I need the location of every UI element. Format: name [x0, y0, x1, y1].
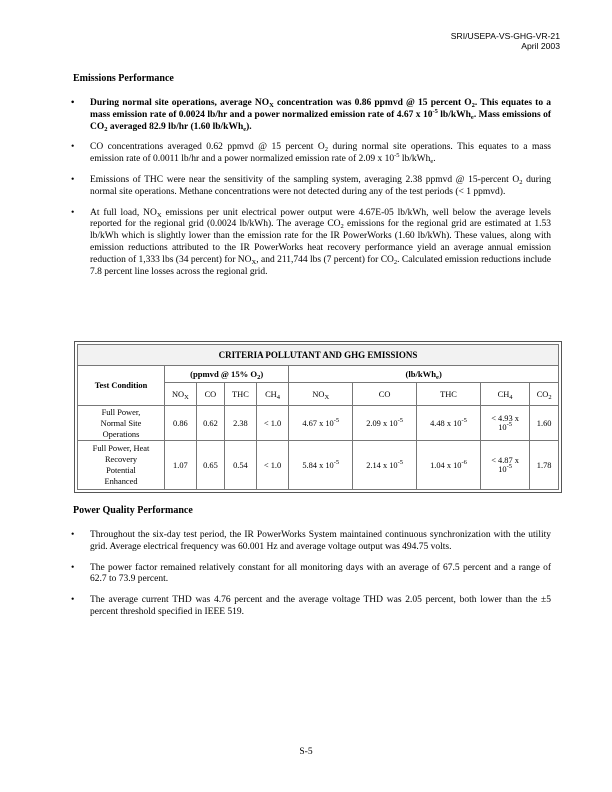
cell-co-ppm: 0.62	[196, 406, 224, 441]
cell-thc-ppm: 2.38	[225, 406, 257, 441]
table-row	[78, 406, 559, 441]
col-co-ppm: CO	[196, 383, 224, 406]
power-quality-section-title: Power Quality Performance	[73, 505, 193, 516]
page-header	[451, 31, 560, 51]
emissions-bullet-co: • CO concentrations averaged 0.62 ppmvd @ 15 percent $O_2$ during normal site operations. This equates to a mass emission rate of 0.0011 lb/hr and a power normalized emission rate of 2.09 x $10^{-5}$ lb/kWh$_e$.	[71, 142, 551, 166]
cell-ch4-ppm: < 1.0	[256, 406, 289, 441]
emissions-bullet-full-load: • At full load, $NO_X$ emissions per unit electrical power output were 4.67E-05 lb/kWh, well below the average levels reported for the regional grid (0.0024 lb/kWh). The average $CO_2$ emissions for the regional grid are estimated at 1.53 lb/kWh which is slightly lower than the emission rate for the IR PowerWorks (1.60 lb/kWh). These values, along with emission reductions attributed to the IR PowerWorks heat recovery performance yield an average annual emission reduction of 1,333 lbs (34 percent) for $NO_X$, and 211,744 lbs (7 percent) for $CO_2$. Calculated emission reductions include 7.8 percent line losses across the regional grid.	[71, 207, 551, 277]
col-thc-rate: THC	[417, 383, 481, 406]
bullet-dot: •	[71, 530, 75, 540]
emissions-table-frame	[74, 341, 562, 493]
col-thc-ppm: THC	[225, 383, 257, 406]
cell-nox-ppm: 0.86	[165, 406, 197, 441]
cell-nox-ppm: 1.07	[165, 441, 197, 490]
report-id: SRI/USEPA-VS-GHG-VR-21	[450, 31, 560, 41]
bullet-dot: •	[71, 595, 75, 606]
emissions-bullet-thc: • Emissions of THC were near the sensitivity of the sampling system, averaging 2.38 ppmvd @ 15-percent $O_2$ during normal site operations. Methane concentrations were not detected during any of the test periods (< 1 ppmvd).	[71, 174, 551, 197]
cell-nox-rate: 4.67 x $10^{-5}$	[289, 406, 353, 441]
lb-kwh-group-header: (lb/kWh$_e$)	[289, 366, 559, 383]
cell-nox-rate: 5.84 x $10^{-5}$	[289, 441, 353, 490]
emissions-bullet-list	[71, 98, 551, 287]
col-ch4-ppm: $CH_4$	[256, 383, 289, 406]
emissions-section-title: Emissions Performance	[73, 73, 174, 84]
report-date: April 2003	[521, 41, 560, 51]
row-condition: Full Power, Heat Recovery Potential Enhanced	[78, 441, 165, 490]
col-nox-rate: $NO_X$	[289, 383, 353, 406]
cell-co2-rate: 1.60	[530, 406, 559, 441]
row-condition: Full Power, Normal Site Operations	[78, 406, 165, 441]
col-co2-rate: $CO_2$	[530, 383, 559, 406]
emissions-bullet-nox: • During normal site operations, average $NO_X$ concentration was 0.86 ppmvd @ 15 percent $O_2$. This equates to a mass emission rate of 0.0024 lb/hr and a power normalized emission rate of 4.67 x $10^{-5}$ lb/kWh$_e$. Mass emissions of $CO_2$ averaged 82.9 lb/hr (1.60 lb/kWh$_e$).	[71, 98, 552, 133]
bullet-dot: •	[71, 174, 75, 185]
cell-ch4-rate: < 4.87 x $10^{-5}$	[480, 441, 529, 490]
cell-co-rate: 2.09 x $10^{-5}$	[353, 406, 417, 441]
table-title: CRITERIA POLLUTANT AND GHG EMISSIONS	[78, 345, 559, 366]
power-quality-bullet-list	[71, 530, 551, 628]
cell-co-ppm: 0.65	[196, 441, 224, 490]
cell-co-rate: 2.14 x $10^{-5}$	[353, 441, 417, 490]
bullet-dot: •	[71, 207, 75, 218]
col-ch4-rate: $CH_4$	[480, 383, 529, 406]
power-quality-bullet-thd: • The average current THD was 4.76 percent and the average voltage THD was 2.05 percent, both lower than the ±5 percent threshold specified in IEEE 519.	[71, 595, 551, 617]
bullet-dot: •	[71, 142, 75, 153]
bullet-dot: •	[71, 98, 75, 108]
page-number: S-5	[299, 747, 313, 757]
emissions-table	[77, 344, 559, 490]
ppmvd-group-header: (ppmvd @ 15% $O_2$)	[165, 366, 289, 383]
table-row	[78, 441, 559, 490]
bullet-dot: •	[71, 562, 75, 573]
power-quality-bullet-sync: • Throughout the six-day test period, the IR PowerWorks System maintained continuous synchronization with the utility grid. Average electrical frequency was 60.001 Hz and average voltage output was 494.75 volts.	[71, 530, 551, 552]
cell-thc-rate: 4.48 x $10^{-5}$	[417, 406, 481, 441]
cell-thc-rate: 1.04 x $10^{-6}$	[417, 441, 481, 490]
cell-ch4-ppm: < 1.0	[256, 441, 289, 490]
test-condition-header: Test Condition	[78, 366, 165, 406]
col-co-rate: CO	[353, 383, 417, 406]
power-quality-bullet-power-factor: • The power factor remained relatively constant for all monitoring days with an average of 67.5 percent and a range of 62.7 to 73.9 percent.	[71, 562, 551, 585]
cell-ch4-rate: < 4.93 x $10^{-5}$	[480, 406, 529, 441]
cell-co2-rate: 1.78	[530, 441, 559, 490]
col-nox-ppm: $NO_X$	[165, 383, 197, 406]
cell-thc-ppm: 0.54	[225, 441, 257, 490]
